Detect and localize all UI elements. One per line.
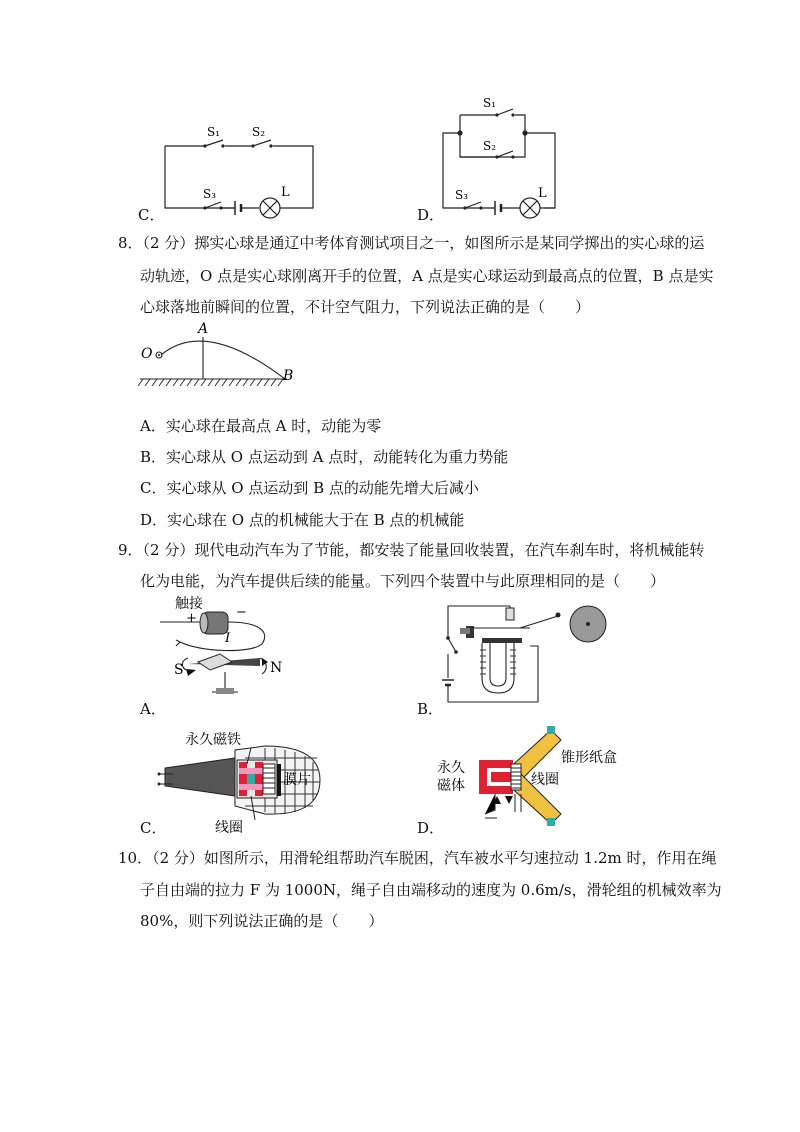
point-b-label: B xyxy=(283,368,294,384)
point-o-label: O xyxy=(141,346,153,362)
switch-s2-label: S₂ xyxy=(252,125,266,139)
switch-s2-label: S₂ xyxy=(483,139,497,153)
question-8-line-1: 8．（2 分）掷实心球是通辽中考体育测试项目之一，如图所示是某同学掷出的实心球的运 xyxy=(118,234,705,252)
option-d[interactable]: D．实心球在 O 点的机械能大于在 B 点的机械能 xyxy=(140,511,465,529)
circuit-diagram-c xyxy=(135,118,335,223)
question-10-line-2: 子自由端的拉力 F 为 1000N，绳子自由端移动的速度为 0.6m/s，滑轮组的机械效率为 xyxy=(140,881,722,899)
magnet-label: 永久 xyxy=(437,760,465,776)
question-8-line-3: 心球落地前瞬间的位置，不计空气阻力，下列说法正确的是（ ） xyxy=(140,298,591,316)
switch-s3-label: S₃ xyxy=(203,187,217,201)
question-9-line-2: 化为电能，为汽车提供后续的能量。下列四个装置中与此原理相同的是（ ） xyxy=(140,572,666,590)
minus-sign: − xyxy=(236,605,247,620)
n-pole-label: N xyxy=(270,660,283,676)
current-label: I xyxy=(225,631,231,646)
option-label-c: C． xyxy=(138,206,165,224)
point-a-label: A xyxy=(198,321,209,337)
figure-d-label: D． xyxy=(417,819,445,837)
figure-a-label: A． xyxy=(140,700,166,718)
option-a[interactable]: A．实心球在最高点 A 时，动能为零 xyxy=(140,417,382,435)
figure-b-bell xyxy=(430,598,615,708)
lamp-label: L xyxy=(281,185,290,200)
figure-c-label: C． xyxy=(140,819,167,837)
plus-sign: + xyxy=(186,611,197,626)
coil-label: 线圈 xyxy=(531,772,559,788)
lamp-label: L xyxy=(538,186,547,201)
magnet-label-2: 磁体 xyxy=(437,778,465,794)
question-10-line-1: 10．（2 分）如图所示，用滑轮组帮助汽车脱困，汽车被水平匀速拉动 1.2m 时，作用在绳 xyxy=(118,849,717,867)
option-b[interactable]: B．实心球从 O 点运动到 A 点时，动能转化为重力势能 xyxy=(140,448,509,466)
diaphragm-label: 膜片 xyxy=(283,772,311,788)
switch-s1-label: S₁ xyxy=(207,125,221,139)
touch-label: 触接 xyxy=(175,596,203,612)
question-10-line-3: 80%，则下列说法正确的是（ ） xyxy=(140,912,384,930)
option-label-d: D． xyxy=(417,206,445,224)
s-pole-label: S xyxy=(174,662,184,678)
switch-s3-label: S₃ xyxy=(455,188,469,202)
magnet-label: 永久磁铁 xyxy=(185,732,241,748)
figure-a-motor xyxy=(150,592,283,704)
switch-s1-label: S₁ xyxy=(483,96,497,110)
question-8-line-2: 动轨迹，O 点是实心球刚离开手的位置，A 点是实心球运动到最高点的位置，B 点是实 xyxy=(140,267,714,285)
figure-c-microphone xyxy=(155,728,355,836)
figure-b-label: B． xyxy=(417,700,444,718)
coil-label: 线圈 xyxy=(215,820,243,836)
option-c[interactable]: C．实心球从 O 点运动到 B 点的动能先增大后减小 xyxy=(140,479,479,497)
question-9-line-1: 9．（2 分）现代电动汽车为了节能，都安装了能量回收装置，在汽车刹车时，将机械能转 xyxy=(118,541,705,559)
cone-label: 锥形纸盒 xyxy=(561,750,617,766)
trajectory-figure xyxy=(135,320,305,395)
figure-d-speaker xyxy=(435,724,625,830)
